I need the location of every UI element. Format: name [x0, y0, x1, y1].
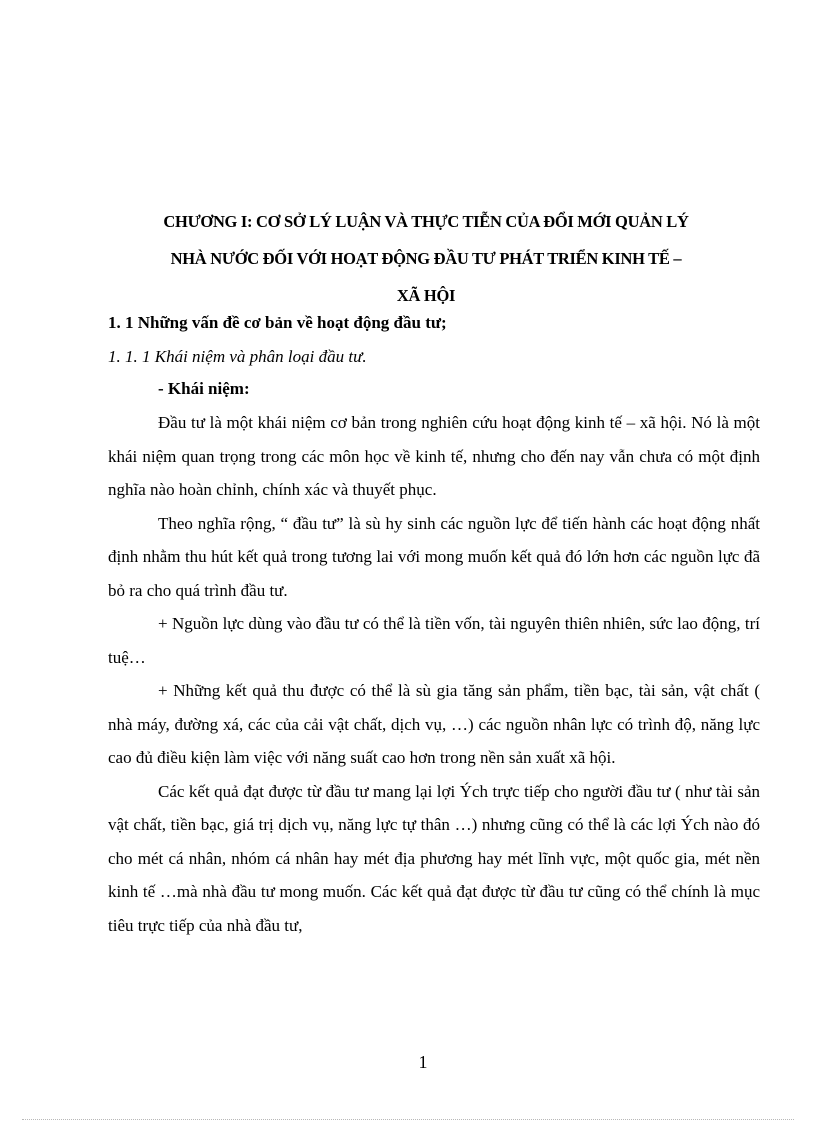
chapter-title-line-3: XÃ HỘI [396, 286, 456, 305]
body-text [108, 406, 760, 942]
page-number: 1 [418, 1052, 428, 1072]
paragraph: + Những kết quả thu được có thể là sù gia tăng sản phẩm, tiền bạc, tài sản, vật chất ( nhà máy, đường xá, các của cải vật chất, dịch vụ, …) các nguồn nhân lực có trình độ, năng lực cao đủ điều kiện làm việc với năng suất cao hơn trong nền sản xuất xã hội. [108, 681, 760, 767]
paragraph: Đầu tư là một khái niệm cơ bản trong nghiên cứu hoạt động kinh tế – xã hội. Nó là một khái niệm quan trọng trong các môn học về kinh tế, nhưng cho đến nay vẫn chưa có một định nghĩa nào hoàn chỉnh, chính xác và thuyết phục. [108, 413, 760, 499]
paragraph: + Nguồn lực dùng vào đầu tư có thể là tiền vốn, tài nguyên thiên nhiên, sức lao động, trí tuệ… [108, 614, 760, 667]
paragraph: Các kết quả đạt được từ đầu tư mang lại lợi Ých trực tiếp cho người đầu tư ( như tài sản vật chất, tiền bạc, giá trị dịch vụ, năng lực tự thân …) nhưng cũng có thể là các lợi Ých nào đó cho mét cá nhân, nhóm cá nhân hay mét địa phương hay mét lĩnh vực, một quốc gia, mét nền kinh tế …mà nhà đầu tư mong muốn. Các kết quả đạt được từ đầu tư cũng có thể chính là mục tiêu trực tiếp của nhà đầu tư, [108, 781, 760, 935]
chapter-title-line-1: CHƯƠNG I: CƠ SỞ LÝ LUẬN VÀ THỰC TIỄN CỦA ĐỔI MỚI QUẢN LÝ [163, 212, 689, 231]
chapter-title [100, 203, 752, 314]
page-bottom-divider [22, 1119, 794, 1120]
chapter-title-line-2: NHÀ NƯỚC ĐỐI VỚI HOẠT ĐỘNG ĐẦU TƯ PHÁT TRIỂN KINH TẾ – [170, 249, 682, 268]
paragraph: Theo nghĩa rộng, “ đầu tư” là sù hy sinh các nguồn lực để tiến hành các hoạt động nhất định nhằm thu hút kết quả trong tương lai với mong muốn kết quả đó lớn hơn các nguồn lực đã bỏ ra cho quá trình đầu tư. [108, 513, 760, 600]
definition-label: - Khái niệm: [158, 379, 250, 398]
subsection-heading: 1. 1. 1 Khái niệm và phân loại đầu tư. [108, 347, 367, 366]
section-heading: 1. 1 Những vấn đề cơ bản về hoạt động đầu tư; [108, 313, 447, 332]
